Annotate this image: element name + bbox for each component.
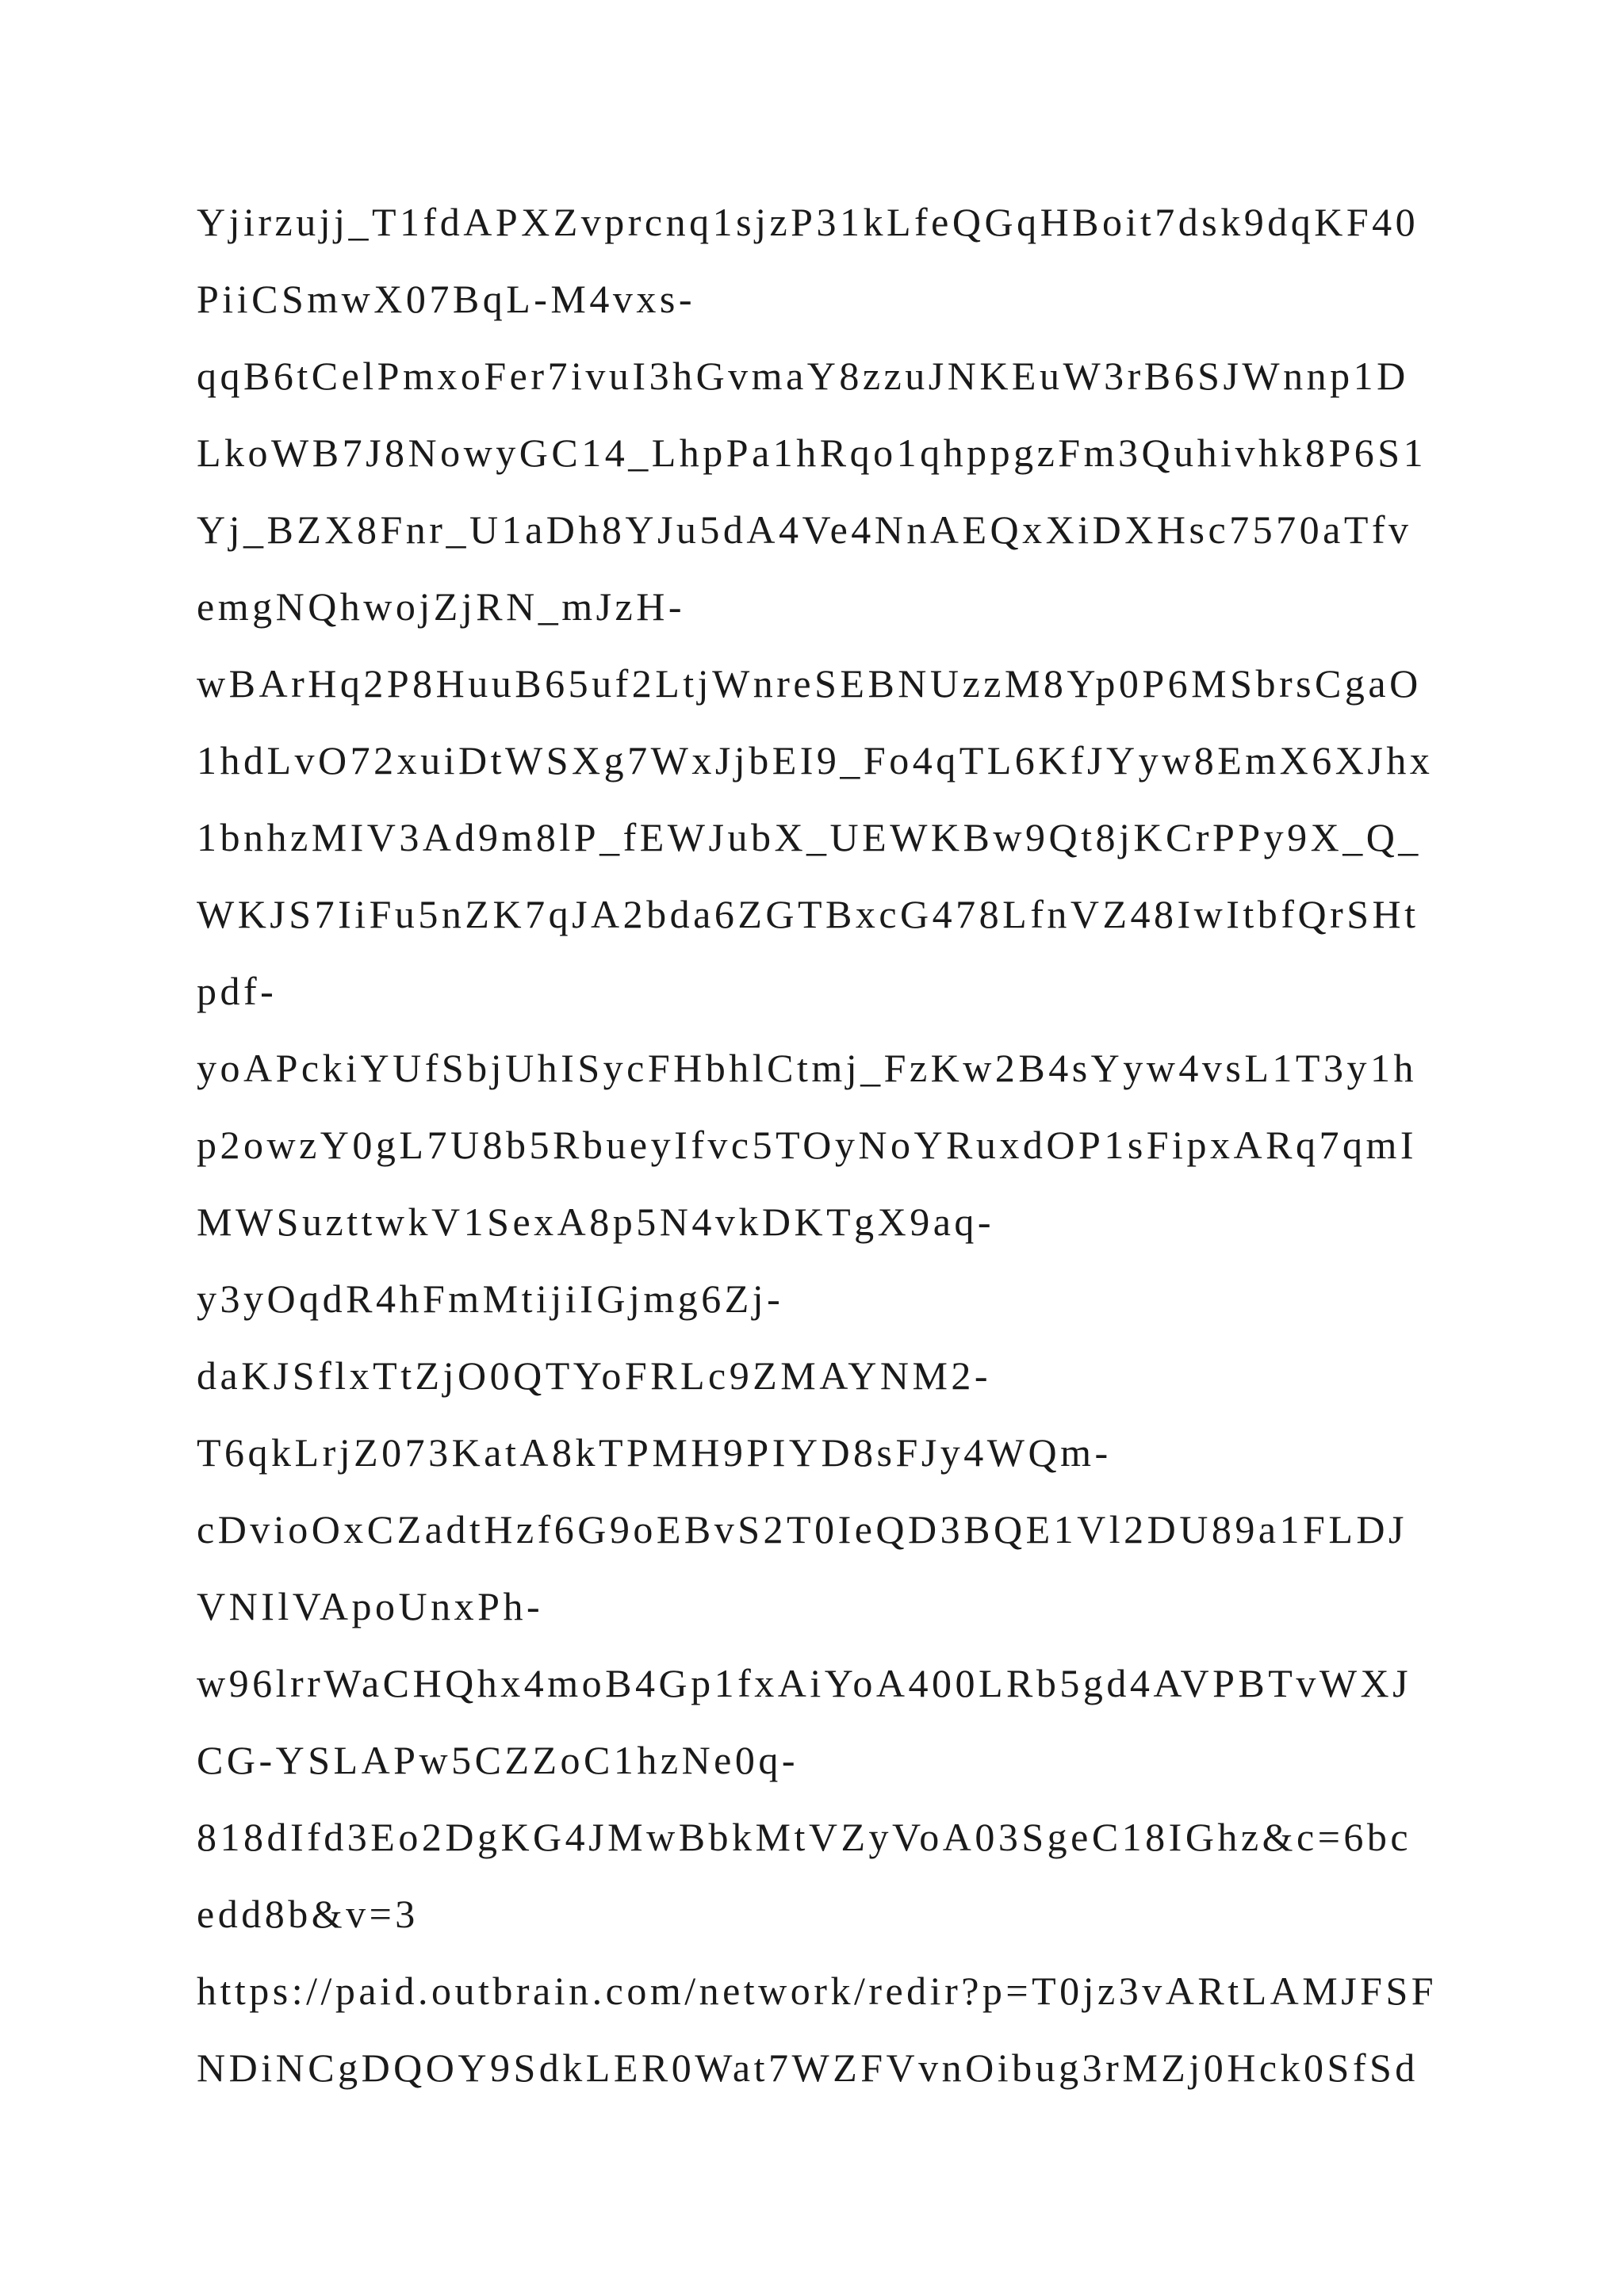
text-line: w96lrrWaCHQhx4moB4Gp1fxAiYoA400LRb5gd4AVPBTvWXJ (197, 1661, 1412, 1705)
text-line: y3yOqdR4hFmMtijiIGjmg6Zj- (197, 1276, 784, 1321)
text-line: Yjirzujj_T1fdAPXZvprcnq1sjzP31kLfeQGqHBoit7dsk9dqKF40 (197, 200, 1419, 244)
text-line: yoAPckiYUfSbjUhISycFHbhlCtmj_FzKw2B4sYyw4vsL1T3y1h (197, 1046, 1417, 1090)
text-line: daKJSflxTtZjO0QTYoFRLc9ZMAYNM2- (197, 1353, 992, 1398)
text-line: MWSuzttwkV1SexA8p5N4vkDKTgX9aq- (197, 1200, 995, 1244)
text-line: NDiNCgDQOY9SdkLER0Wat7WZFVvnOibug3rMZj0Hck0SfSd (197, 2045, 1419, 2090)
text-line: CG-YSLAPw5CZZoC1hzNe0q- (197, 1738, 799, 1782)
text-line: LkoWB7J8NowyGC14_LhpPa1hRqo1qhppgzFm3Quhivhk8P6S1 (197, 430, 1427, 475)
text-line: Yj_BZX8Fnr_U1aDh8YJu5dA4Ve4NnAEQxXiDXHsc7570aTfv (197, 507, 1412, 552)
text-line: 1hdLvO72xuiDtWSXg7WxJjbEI9_Fo4qTL6KfJYyw8EmX6XJhx (197, 738, 1434, 783)
text-line: 818dIfd3Eo2DgKG4JMwBbkMtVZyVoA03SgeC18IGhz&c=6bc (197, 1815, 1412, 1859)
text-line: https://paid.outbrain.com/network/redir?p=T0jz3vARtLAMJFSF (197, 1969, 1438, 2013)
text-line: emgNQhwojZjRN_mJzH- (197, 584, 685, 629)
text-line: p2owzY0gL7U8b5RbueyIfvc5TOyNoYRuxdOP1sFipxARq7qmI (197, 1123, 1417, 1167)
text-line: WKJS7IiFu5nZK7qJA2bda6ZGTBxcG478LfnVZ48IwItbfQrSHt (197, 892, 1419, 936)
text-line: cDvioOxCZadtHzf6G9oEBvS2T0IeQD3BQE1Vl2DU89a1FLDJ (197, 1507, 1408, 1552)
text-line: VNIlVApoUnxPh- (197, 1584, 544, 1628)
text-line: T6qkLrjZ073KatA8kTPMH9PIYD8sFJy4WQm- (197, 1430, 1112, 1475)
document-text-block (197, 184, 1465, 2107)
text-line: edd8b&v=3 (197, 1892, 419, 1936)
text-line: 1bnhzMIV3Ad9m8lP_fEWJubX_UEWKBw9Qt8jKCrPPy9X_Q_ (197, 815, 1422, 859)
text-line: wBArHq2P8HuuB65uf2LtjWnreSEBNUzzM8Yp0P6MSbrsCgaO (197, 661, 1422, 706)
text-line: PiiCSmwX07BqL-M4vxs- (197, 277, 695, 321)
text-line: pdf- (197, 969, 278, 1013)
text-line: qqB6tCelPmxoFer7ivuI3hGvmaY8zzuJNKEuW3rB6SJWnnp1D (197, 354, 1409, 398)
